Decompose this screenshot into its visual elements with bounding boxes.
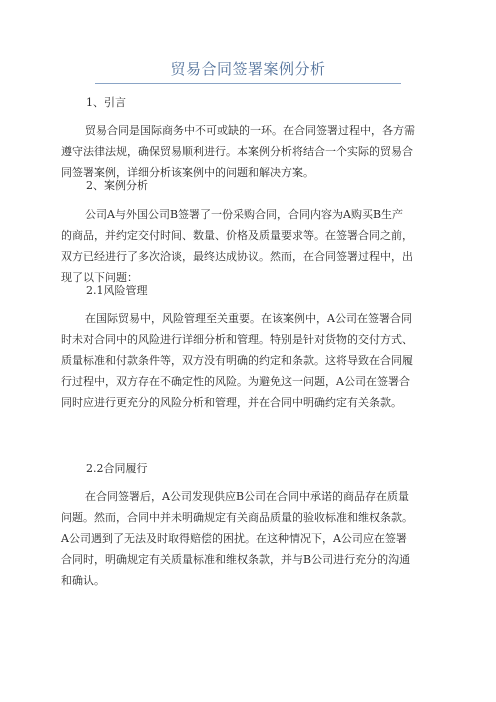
document-title: 贸易合同签署案例分析 [170,60,326,78]
paragraph-line: 遵守法律法规，确保贸易顺利进行。本案例分析将结合一个实际的贸易合 [61,145,413,158]
section-heading-introduction: 1、引言 [86,96,126,109]
paragraph-line: 同时应进行更充分的风险分析和管理，并在合同中明确约定有关条款。 [61,396,402,409]
paragraph-line: A公司遇到了无法及时取得赔偿的困扰。在这种情况下，A公司应在签署 [61,532,407,545]
paragraph-line: 在合同签署后，A公司发现供应B公司在合同中承诺的商品存在质量 [85,490,410,503]
paragraph-line: 的商品，并约定交付时间、数量、价格及质量要求等。在签署合同之前， [61,229,413,242]
paragraph-line: 问题。然而，合同中并未明确规定有关商品质量的验收标准和维权条款。 [61,511,413,524]
section-heading-contract-performance: 2.2合同履行 [86,462,148,475]
paragraph-line: 质量标准和付款条件等，双方没有明确的约定和条款。这将导致在合同履 [61,354,413,367]
section-paragraph-risk-management [61,308,437,413]
paragraph-line: 和确认。 [61,574,105,587]
paragraph-line: 在国际贸易中，风险管理至关重要。在该案例中，A公司在签署合同 [85,312,412,325]
title-underline [95,83,401,84]
paragraph-line: 双方已经进行了多次洽谈，最终达成协议。然而，在合同签署过程中，出 [61,250,413,263]
section-paragraph-introduction [61,120,437,183]
section-paragraph-case-analysis [61,204,437,288]
section-heading-risk-management: 2.1风险管理 [86,284,148,297]
paragraph-line: 贸易合同是国际商务中不可或缺的一环。在合同签署过程中，各方需 [85,124,415,137]
paragraph-line: 现了以下问题： [61,271,138,284]
paragraph-line: 公司A与外国公司B签署了一份采购合同，合同内容为A购买B生产 [85,208,404,221]
section-heading-case-analysis: 2、案例分析 [86,179,148,192]
paragraph-line: 同签署案例，详细分析该案例中的问题和解决方案。 [61,166,314,179]
section-paragraph-contract-performance [61,486,437,591]
paragraph-line: 时未对合同中的风险进行详细分析和管理。特别是针对货物的交付方式、 [61,333,413,346]
paragraph-line: 行过程中，双方存在不确定性的风险。为避免这一问题，A公司在签署合 [61,375,410,388]
paragraph-line: 合同时，明确规定有关质量标准和维权条款，并与B公司进行充分的沟通 [61,553,411,566]
